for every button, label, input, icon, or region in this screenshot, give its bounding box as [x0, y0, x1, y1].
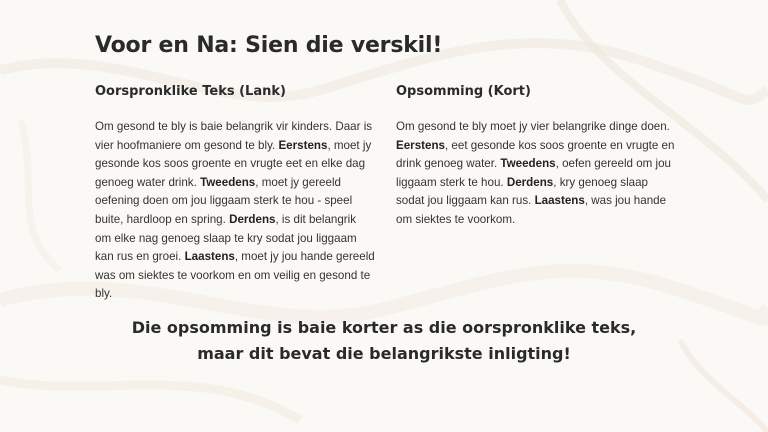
page-title: Voor en Na: Sien die verskil!: [95, 33, 443, 58]
body-text-segment: , moet jy gesonde kos soos groente en vrugte eet en elke dag genoeg water drink.: [95, 138, 372, 189]
keyword-text: Tweedens: [200, 175, 256, 189]
body-text-segment: , moet jy jou hande gereeld was om siektes te voorkom en om veilig en gesond te bly.: [95, 250, 375, 301]
conclusion-line-2: maar dit bevat die belangrikste inligting!: [197, 344, 571, 363]
summary-text-heading: Opsomming (Kort): [396, 84, 531, 99]
keyword-text: Eerstens: [396, 138, 445, 152]
conclusion-text: [0, 315, 768, 367]
keyword-text: Derdens: [229, 212, 276, 226]
body-text-segment: , is dit belangrik om elke nag genoeg slaap te kry sodat jou liggaam kan rus en groei.: [95, 212, 357, 264]
summary-text-column: [396, 84, 676, 230]
keyword-text: Eerstens: [278, 138, 328, 152]
body-text-segment: , oefen gereeld om jou liggaam sterk te hou.: [396, 157, 671, 189]
body-text-segment: , was jou hande om siektes te voorkom.: [396, 194, 667, 226]
original-text-column: [95, 84, 375, 304]
summary-text-body: [396, 118, 676, 230]
original-text-heading: Oorspronklike Teks (Lank): [95, 84, 286, 99]
keyword-text: Derdens: [506, 175, 554, 189]
body-text-segment: Om gesond te bly moet jy vier belangrike dinge doen.: [396, 120, 670, 133]
keyword-text: Laastens: [534, 194, 585, 208]
keyword-text: Laastens: [184, 250, 235, 264]
body-text-segment: , moet jy gereeld oefening doen om jou liggaam sterk te hou - speel buite, hardloop en spring.: [95, 175, 353, 226]
conclusion-line-1: Die opsomming is baie korter as die oorspronklike teks,: [131, 318, 637, 337]
original-text-body: [95, 118, 375, 304]
body-text-segment: , kry genoeg slaap sodat jou liggaam kan rus.: [396, 175, 648, 208]
body-text-segment: , eet gesonde kos soos groente en vrugte en drink genoeg water.: [396, 138, 675, 171]
body-text-segment: Om gesond te bly is baie belangrik vir kinders. Daar is vier hoofmaniere om gesond te bly.: [95, 120, 373, 152]
keyword-text: Tweedens: [500, 157, 556, 171]
